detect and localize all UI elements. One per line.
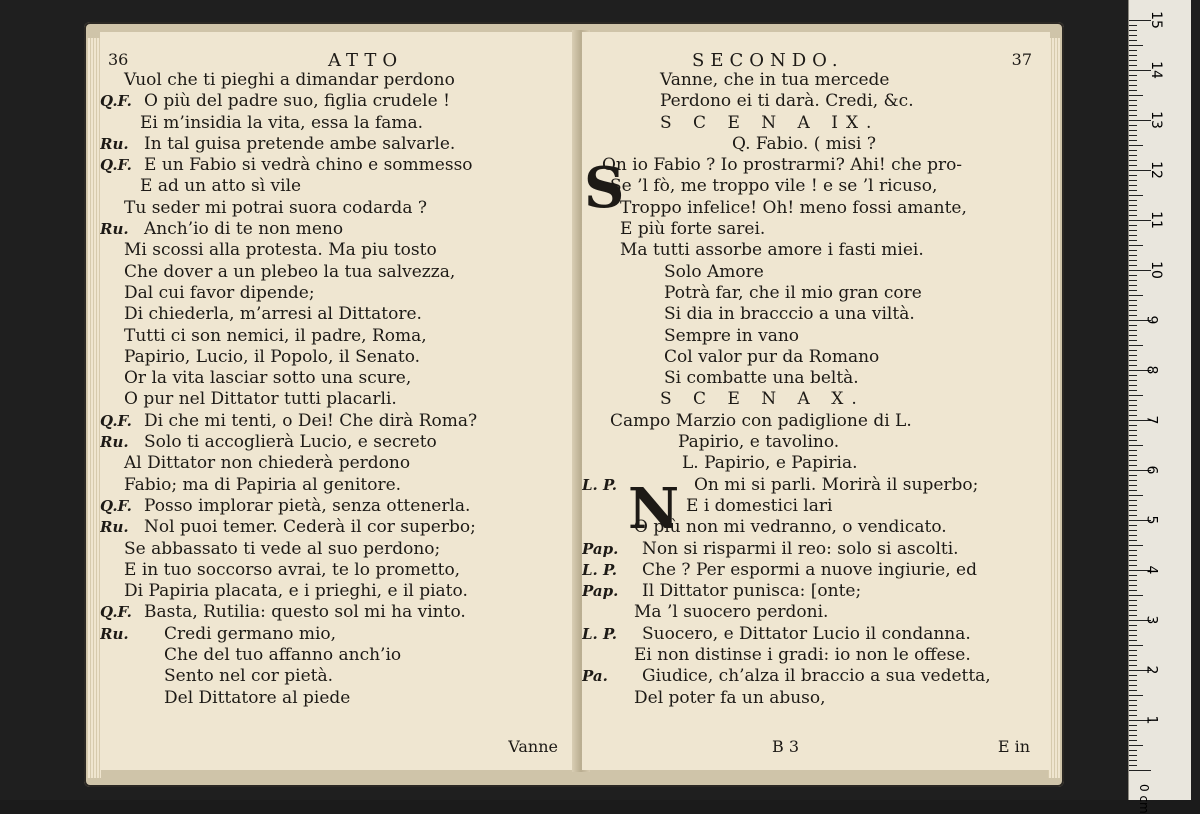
ruler-minor-tick	[1129, 725, 1137, 726]
right-running-header: SECONDO.	[692, 50, 844, 71]
text-line	[100, 453, 578, 474]
text-line	[582, 283, 1050, 304]
ruler-minor-tick	[1129, 385, 1137, 386]
ruler-minor-tick	[1129, 505, 1137, 506]
left-page-number: 36	[108, 50, 129, 69]
text-line	[100, 262, 578, 283]
ruler-minor-tick	[1129, 660, 1137, 661]
text-line	[100, 645, 578, 666]
speaker-abbreviation: L. P.	[582, 624, 618, 643]
ruler-minor-tick	[1129, 535, 1137, 536]
text-line	[582, 155, 1050, 176]
line-text: In tal guisa pretende ambe salvarle.	[144, 133, 456, 154]
ruler-minor-tick	[1129, 425, 1137, 426]
ruler-minor-tick	[1129, 565, 1137, 566]
ruler-number: 5	[1143, 515, 1160, 525]
ruler-number: 3	[1143, 615, 1160, 625]
ruler-minor-tick	[1129, 240, 1137, 241]
line-text: Sempre in vano	[664, 325, 800, 346]
line-text: E in tuo soccorso avrai, te lo prometto,	[124, 559, 461, 580]
ruler-minor-tick	[1129, 650, 1137, 651]
ruler-minor-tick	[1129, 680, 1137, 681]
line-text: Ma ’l suocero perdoni.	[634, 602, 829, 623]
text-line	[100, 666, 578, 687]
ruler-minor-tick	[1129, 75, 1137, 76]
text-line	[582, 134, 1050, 155]
right-catchword: E in	[997, 737, 1030, 756]
line-text: Si dia in bracccio a una viltà.	[664, 304, 915, 325]
ruler-number: 12	[1147, 161, 1164, 179]
text-line	[582, 411, 1050, 432]
ruler-minor-tick	[1129, 630, 1137, 631]
ruler-minor-tick	[1129, 25, 1137, 26]
ruler-minor-tick	[1129, 115, 1137, 116]
text-line	[582, 560, 1050, 581]
ruler-minor-tick	[1129, 655, 1137, 656]
line-text: Tutti ci son nemici, il padre, Roma,	[124, 325, 427, 346]
text-line	[100, 134, 578, 155]
ruler-minor-tick	[1129, 290, 1137, 291]
line-text: Perdono ei ti darà. Credi, &c.	[660, 91, 914, 112]
speaker-abbreviation: Q.F.	[100, 411, 132, 430]
ruler-minor-tick	[1129, 645, 1143, 646]
ruler-number: 2	[1143, 665, 1160, 675]
text-line	[582, 219, 1050, 240]
line-text: E un Fabio si vedrà chino e sommesso	[144, 155, 473, 176]
ruler-minor-tick	[1129, 675, 1137, 676]
ruler-number: 15	[1147, 11, 1164, 29]
ruler-minor-tick	[1129, 455, 1137, 456]
line-text: Suocero, e Dittator Lucio il condanna.	[642, 623, 971, 644]
ruler-minor-tick	[1129, 685, 1137, 686]
ruler-number: 9	[1143, 315, 1160, 325]
ruler-minor-tick	[1129, 165, 1137, 166]
ruler-minor-tick	[1129, 540, 1137, 541]
left-page-text	[100, 70, 578, 709]
ruler-minor-tick	[1129, 185, 1137, 186]
ruler-minor-tick	[1129, 700, 1137, 701]
text-line	[100, 539, 578, 560]
ruler-minor-tick	[1129, 730, 1137, 731]
line-text: Che del tuo affanno anch’io	[164, 645, 402, 666]
ruler-minor-tick	[1129, 155, 1137, 156]
ruler-minor-tick	[1129, 190, 1137, 191]
right-page-number: 37	[1011, 50, 1032, 69]
speaker-abbreviation: Q.F.	[100, 156, 132, 175]
line-text: O più non mi vedranno, o vendicato.	[634, 517, 947, 538]
line-text: Fabio; ma di Papiria al genitore.	[124, 474, 402, 495]
ruler-number: 14	[1147, 61, 1164, 79]
ruler-minor-tick	[1129, 600, 1137, 601]
speaker-abbreviation: Q.F.	[100, 92, 132, 111]
ruler-minor-tick	[1129, 200, 1137, 201]
text-line	[582, 368, 1050, 389]
ruler-minor-tick	[1129, 445, 1143, 446]
text-line	[582, 113, 1050, 134]
line-text: S C E N A IX.	[660, 112, 880, 133]
ruler-unit: 0 cm	[1137, 784, 1151, 814]
ruler-minor-tick	[1129, 30, 1137, 31]
speaker-abbreviation: Q.F.	[100, 603, 132, 622]
text-line	[100, 198, 578, 219]
ruler-number: 4	[1143, 565, 1160, 575]
line-text: Al Dittator non chiederà perdono	[124, 453, 411, 474]
text-line	[100, 389, 578, 410]
text-line	[100, 91, 578, 112]
speaker-abbreviation: Ru.	[100, 220, 129, 239]
ruler-minor-tick	[1129, 275, 1137, 276]
ruler-minor-tick	[1129, 440, 1137, 441]
text-line	[100, 219, 578, 240]
speaker-abbreviation: Q.F.	[100, 496, 132, 515]
line-text: E i domestici lari	[686, 495, 833, 516]
line-text: Il Dittator punisca: [onte;	[642, 581, 862, 602]
text-line	[582, 304, 1050, 325]
ruler-minor-tick	[1129, 300, 1137, 301]
ruler-minor-tick	[1129, 330, 1137, 331]
ruler-minor-tick	[1129, 390, 1137, 391]
text-line	[582, 326, 1050, 347]
ruler-minor-tick	[1129, 515, 1137, 516]
line-text: Q. Fabio. ( misi ?	[732, 133, 877, 154]
ruler-minor-tick	[1129, 475, 1137, 476]
ruler-minor-tick	[1129, 595, 1143, 596]
speaker-abbreviation: Ru.	[100, 433, 129, 452]
ruler-minor-tick	[1129, 205, 1137, 206]
ruler-minor-tick	[1129, 760, 1137, 761]
line-text: Solo Amore	[664, 261, 764, 282]
ruler-number: 13	[1147, 111, 1164, 129]
ruler-minor-tick	[1129, 605, 1137, 606]
ruler-minor-tick	[1129, 225, 1137, 226]
ruler-minor-tick	[1129, 90, 1137, 91]
drop-cap-scene-x: N	[628, 476, 680, 542]
text-line	[100, 560, 578, 581]
ruler-minor-tick	[1129, 465, 1137, 466]
line-text: Che dover a un plebeo la tua salvezza,	[124, 261, 456, 282]
ruler-minor-tick	[1129, 750, 1137, 751]
ruler-minor-tick	[1129, 85, 1137, 86]
text-line	[100, 70, 578, 91]
ruler-minor-tick	[1129, 250, 1137, 251]
ruler-minor-tick	[1129, 340, 1137, 341]
line-text: Dal cui favor dipende;	[124, 282, 315, 303]
ruler-number: 10	[1147, 261, 1164, 279]
ruler-minor-tick	[1129, 740, 1137, 741]
speaker-abbreviation: Pap.	[582, 539, 619, 558]
ruler-minor-tick	[1129, 460, 1137, 461]
ruler-minor-tick	[1129, 580, 1137, 581]
line-text: Col valor pur da Romano	[664, 346, 880, 367]
line-text: Di che mi tenti, o Dei! Che dirà Roma?	[144, 410, 478, 431]
line-text: Posso implorar pietà, senza ottenerla.	[144, 495, 471, 516]
ruler-minor-tick	[1129, 635, 1137, 636]
ruler-minor-tick	[1129, 480, 1137, 481]
line-text: Se abbassato ti vede al suo perdono;	[124, 538, 441, 559]
text-line	[100, 283, 578, 304]
text-line	[100, 368, 578, 389]
text-line	[582, 176, 1050, 197]
ruler-minor-tick	[1129, 180, 1137, 181]
ruler-minor-tick	[1129, 135, 1137, 136]
ruler-minor-tick	[1129, 560, 1137, 561]
line-text: Non si risparmi il reo: solo si ascolti.	[642, 538, 959, 559]
left-catchword: Vanne	[508, 737, 558, 756]
drop-cap-scene-ix: S	[584, 155, 625, 221]
ruler-minor-tick	[1129, 375, 1137, 376]
text-line	[100, 113, 578, 134]
scale-ruler	[1128, 0, 1191, 814]
text-line	[100, 155, 578, 176]
speaker-abbreviation: Ru.	[100, 134, 129, 153]
ruler-minor-tick	[1129, 195, 1143, 196]
ruler-minor-tick	[1129, 305, 1137, 306]
ruler-minor-tick	[1129, 610, 1137, 611]
line-text: Basta, Rutilia: questo sol mi ha vinto.	[144, 602, 466, 623]
text-line	[100, 688, 578, 709]
ruler-minor-tick	[1129, 415, 1137, 416]
text-line	[100, 304, 578, 325]
ruler-minor-tick	[1129, 490, 1137, 491]
text-line	[582, 453, 1050, 474]
ruler-minor-tick	[1129, 590, 1137, 591]
line-text: S C E N A X.	[660, 389, 865, 410]
ruler-minor-tick	[1129, 255, 1137, 256]
line-text: Solo ti accoglierà Lucio, e secreto	[144, 432, 437, 453]
line-text: E ad un atto sì vile	[140, 176, 302, 197]
line-text: Di chiederla, m’arresi al Dittatore.	[124, 304, 422, 325]
text-line	[100, 496, 578, 517]
line-text: Che ? Per espormi a nuove ingiurie, ed	[642, 559, 977, 580]
ruler-minor-tick	[1129, 765, 1137, 766]
ruler-minor-tick	[1129, 160, 1137, 161]
speaker-abbreviation: Pa.	[582, 667, 608, 686]
ruler-minor-tick	[1129, 755, 1137, 756]
text-line	[100, 326, 578, 347]
right-page-text	[582, 70, 1050, 709]
text-line	[582, 581, 1050, 602]
ruler-minor-tick	[1129, 510, 1137, 511]
text-line	[582, 240, 1050, 261]
text-line	[582, 645, 1050, 666]
line-text: On io Fabio ? Io prostrarmi? Ahi! che pro-	[602, 155, 963, 176]
ruler-minor-tick	[1129, 95, 1143, 96]
ruler-number: 6	[1143, 465, 1160, 475]
ruler-minor-tick	[1129, 150, 1137, 151]
line-text: Del Dittatore al piede	[164, 687, 351, 708]
line-text: Sento nel cor pietà.	[164, 666, 334, 687]
ruler-minor-tick	[1129, 690, 1137, 691]
text-line	[100, 411, 578, 432]
ruler-minor-tick	[1129, 710, 1137, 711]
ruler-minor-tick	[1129, 140, 1137, 141]
ruler-minor-tick	[1129, 715, 1137, 716]
text-line	[582, 602, 1050, 623]
line-text: Se ’l fò, me troppo vile ! e se ’l ricuso,	[610, 176, 938, 197]
line-text: Troppo infelice! Oh! meno fossi amante,	[620, 197, 967, 218]
line-text: Di Papiria placata, e i prieghi, e il piato.	[124, 581, 468, 602]
text-line	[582, 666, 1050, 687]
line-text: Potrà far, che il mio gran core	[664, 282, 922, 303]
ruler-minor-tick	[1129, 65, 1137, 66]
ruler-minor-tick	[1129, 355, 1137, 356]
ruler-minor-tick	[1129, 280, 1137, 281]
line-text: Del poter fa un abuso,	[634, 687, 826, 708]
line-text: Si combatte una beltà.	[664, 368, 859, 389]
ruler-minor-tick	[1129, 145, 1143, 146]
text-line	[582, 91, 1050, 112]
left-page-edges	[87, 38, 101, 778]
text-line	[100, 602, 578, 623]
ruler-major-tick	[1129, 770, 1151, 771]
ruler-minor-tick	[1129, 410, 1137, 411]
ruler-minor-tick	[1129, 285, 1137, 286]
ruler-minor-tick	[1129, 745, 1143, 746]
ruler-minor-tick	[1129, 735, 1137, 736]
left-running-header: ATTO	[328, 50, 404, 71]
ruler-minor-tick	[1129, 210, 1137, 211]
ruler-minor-tick	[1129, 175, 1137, 176]
ruler-minor-tick	[1129, 110, 1137, 111]
text-line	[582, 432, 1050, 453]
ruler-minor-tick	[1129, 575, 1137, 576]
speaker-abbreviation: Pap.	[582, 582, 619, 601]
ruler-minor-tick	[1129, 230, 1137, 231]
ruler-minor-tick	[1129, 555, 1137, 556]
left-page	[100, 32, 579, 770]
ruler-minor-tick	[1129, 295, 1143, 296]
ruler-minor-tick	[1129, 215, 1137, 216]
text-line	[582, 624, 1050, 645]
line-text: Vanne, che in tua mercede	[660, 70, 890, 90]
line-text: Ei non distinse i gradi: io non le offese.	[634, 645, 971, 666]
line-text: Campo Marzio con padiglione di L.	[610, 410, 912, 431]
ruler-minor-tick	[1129, 430, 1137, 431]
ruler-minor-tick	[1129, 450, 1137, 451]
ruler-minor-tick	[1129, 315, 1137, 316]
line-text: Tu seder mi potrai suora codarda ?	[124, 197, 427, 218]
text-line	[582, 198, 1050, 219]
text-line	[100, 475, 578, 496]
text-line	[582, 389, 1050, 410]
ruler-minor-tick	[1129, 665, 1137, 666]
ruler-minor-tick	[1129, 130, 1137, 131]
text-line	[582, 347, 1050, 368]
line-text: Ei m’insidia la vita, essa la fama.	[140, 112, 424, 133]
line-text: Papirio, Lucio, il Popolo, il Senato.	[124, 346, 421, 367]
ruler-minor-tick	[1129, 365, 1137, 366]
text-line	[582, 688, 1050, 709]
ruler-number: 7	[1143, 415, 1160, 425]
ruler-minor-tick	[1129, 50, 1137, 51]
ruler-minor-tick	[1129, 545, 1143, 546]
ruler-minor-tick	[1129, 400, 1137, 401]
ruler-minor-tick	[1129, 55, 1137, 56]
ruler-minor-tick	[1129, 695, 1143, 696]
speaker-abbreviation: L. P.	[582, 475, 618, 494]
text-line	[100, 517, 578, 538]
line-text: E più forte sarei.	[620, 219, 766, 240]
ruler-minor-tick	[1129, 705, 1137, 706]
line-text: Anch’io di te non meno	[144, 219, 344, 240]
ruler-minor-tick	[1129, 530, 1137, 531]
ruler-minor-tick	[1129, 80, 1137, 81]
text-line	[100, 432, 578, 453]
text-line	[100, 347, 578, 368]
ruler-minor-tick	[1129, 395, 1143, 396]
ruler-minor-tick	[1129, 35, 1137, 36]
ruler-minor-tick	[1129, 640, 1137, 641]
ruler-minor-tick	[1129, 345, 1143, 346]
ruler-minor-tick	[1129, 40, 1137, 41]
ruler-minor-tick	[1129, 350, 1137, 351]
line-text: L. Papirio, e Papiria.	[682, 453, 858, 474]
text-line	[100, 624, 578, 645]
ruler-number: 11	[1147, 211, 1164, 229]
ruler-minor-tick	[1129, 100, 1137, 101]
ruler-minor-tick	[1129, 485, 1137, 486]
ruler-minor-tick	[1129, 60, 1137, 61]
ruler-minor-tick	[1129, 125, 1137, 126]
text-line	[100, 240, 578, 261]
ruler-minor-tick	[1129, 435, 1137, 436]
right-page	[582, 32, 1050, 770]
text-line	[582, 70, 1050, 91]
ruler-minor-tick	[1129, 360, 1137, 361]
ruler-minor-tick	[1129, 380, 1137, 381]
ruler-number: 8	[1143, 365, 1160, 375]
ruler-minor-tick	[1129, 325, 1137, 326]
ruler-minor-tick	[1129, 625, 1137, 626]
text-line	[100, 581, 578, 602]
ruler-minor-tick	[1129, 245, 1143, 246]
ruler-minor-tick	[1129, 585, 1137, 586]
ruler-minor-tick	[1129, 335, 1137, 336]
speaker-abbreviation: L. P.	[582, 560, 618, 579]
ruler-minor-tick	[1129, 265, 1137, 266]
ruler-minor-tick	[1129, 105, 1137, 106]
speaker-abbreviation: Ru.	[100, 518, 129, 537]
ruler-minor-tick	[1129, 495, 1143, 496]
ruler-minor-tick	[1129, 615, 1137, 616]
line-text: Giudice, ch’alza il braccio a sua vedetta,	[642, 666, 991, 687]
ruler-minor-tick	[1129, 260, 1137, 261]
ruler-minor-tick	[1129, 550, 1137, 551]
ruler-minor-tick	[1129, 310, 1137, 311]
ruler-minor-tick	[1129, 500, 1137, 501]
text-line	[582, 262, 1050, 283]
speaker-abbreviation: Ru.	[100, 624, 129, 643]
line-text: On mi si parli. Morirà il superbo;	[694, 474, 979, 495]
line-text: Vuol che ti pieghi a dimandar perdono	[124, 70, 455, 90]
ruler-number: 1	[1143, 715, 1160, 725]
ruler-minor-tick	[1129, 235, 1137, 236]
ruler-minor-tick	[1129, 525, 1137, 526]
ruler-minor-tick	[1129, 405, 1137, 406]
line-text: Credi germano mio,	[164, 623, 337, 644]
line-text: O pur nel Dittator tutti placarli.	[124, 389, 397, 410]
line-text: Nol puoi temer. Cederà il cor superbo;	[144, 517, 476, 538]
line-text: Papirio, e tavolino.	[678, 432, 840, 453]
line-text: O più del padre suo, figlia crudele !	[144, 91, 450, 112]
ruler-minor-tick	[1129, 45, 1143, 46]
text-line	[100, 176, 578, 197]
signature-mark: B 3	[772, 737, 800, 756]
line-text: Or la vita lasciar sotto una scure,	[124, 368, 412, 389]
line-text: Ma tutti assorbe amore i fasti miei.	[620, 240, 924, 261]
line-text: Mi scossi alla protesta. Ma piu tosto	[124, 240, 437, 261]
